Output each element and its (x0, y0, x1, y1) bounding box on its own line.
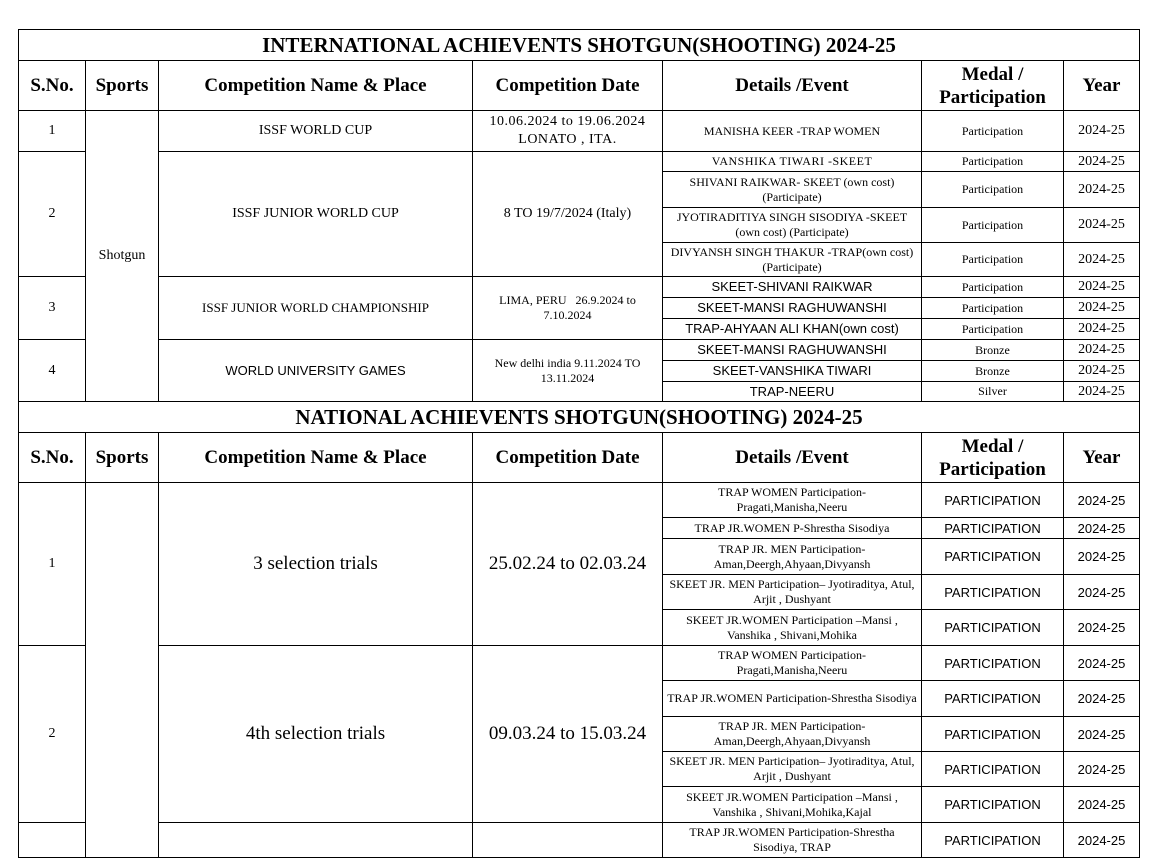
detail-cell: SKEET-VANSHIKA TIWARI (663, 361, 922, 382)
sno-cell: 1 (19, 111, 86, 152)
date-cell: 10.06.2024 to 19.06.2024 LONATO , ITA. (473, 111, 663, 152)
year-cell: 2024-25 (1064, 361, 1140, 382)
medal-cell: Participation (922, 298, 1064, 319)
medal-cell: Silver (922, 382, 1064, 402)
sno-cell: 2 (19, 646, 86, 823)
date-cell: New delhi india 9.11.2024 TO 13.11.2024 (473, 340, 663, 402)
header-sports: Sports (86, 433, 159, 483)
year-cell: 2024-25 (1064, 382, 1140, 402)
year-cell: 2024-25 (1064, 172, 1140, 208)
table-row (19, 340, 1140, 361)
detail-cell: TRAP JR. MEN Participation-Aman,Deergh,Ahyaan,Divyansh (663, 717, 922, 752)
competition-cell: ISSF JUNIOR WORLD CHAMPIONSHIP (159, 277, 473, 340)
achievements-table (18, 29, 1140, 858)
medal-cell: Participation (922, 243, 1064, 277)
year-cell: 2024-25 (1064, 483, 1140, 518)
header-year: Year (1064, 61, 1140, 111)
international-title: INTERNATIONAL ACHIEVENTS SHOTGUN(SHOOTING) 2024-25 (19, 30, 1140, 61)
header-date: Competition Date (473, 61, 663, 111)
year-cell: 2024-25 (1064, 277, 1140, 298)
detail-cell: SKEET JR. MEN Participation– Jyotiraditya, Atul, Arjit , Dushyant (663, 575, 922, 610)
medal-cell: PARTICIPATION (922, 610, 1064, 646)
sno-cell: 2 (19, 152, 86, 277)
achievements-document (18, 29, 1139, 858)
medal-cell: PARTICIPATION (922, 717, 1064, 752)
detail-cell: TRAP WOMEN Participation-Pragati,Manisha,Neeru (663, 483, 922, 518)
date-cell: LIMA, PERU 26.9.2024 to 7.10.2024 (473, 277, 663, 340)
medal-cell: Bronze (922, 340, 1064, 361)
medal-cell: Participation (922, 172, 1064, 208)
detail-cell: SKEET-MANSI RAGHUWANSHI (663, 340, 922, 361)
header-medal: Medal / Participation (922, 433, 1064, 483)
detail-cell: SKEET JR.WOMEN Participation –Mansi , Vanshika , Shivani,Mohika (663, 610, 922, 646)
medal-cell: PARTICIPATION (922, 518, 1064, 539)
header-medal: Medal / Participation (922, 61, 1064, 111)
year-cell: 2024-25 (1064, 298, 1140, 319)
table-row (19, 483, 1140, 518)
detail-cell: SKEET-SHIVANI RAIKWAR (663, 277, 922, 298)
table-row (19, 111, 1140, 152)
detail-cell: SKEET JR.WOMEN Participation –Mansi , Vanshika , Shivani,Mohika,Kajal (663, 787, 922, 823)
detail-cell: JYOTIRADITIYA SINGH SISODIYA -SKEET (own cost) (Participate) (663, 208, 922, 243)
medal-cell: PARTICIPATION (922, 823, 1064, 858)
date-cell: 25.02.24 to 02.03.24 (473, 483, 663, 646)
detail-cell: SHIVANI RAIKWAR- SKEET (own cost) (Participate) (663, 172, 922, 208)
year-cell: 2024-25 (1064, 208, 1140, 243)
international-header-row (19, 61, 1140, 111)
competition-cell: WORLD UNIVERSITY GAMES (159, 340, 473, 402)
competition-cell: ISSF JUNIOR WORLD CUP (159, 152, 473, 277)
medal-cell: Participation (922, 111, 1064, 152)
year-cell: 2024-25 (1064, 319, 1140, 340)
medal-cell: Participation (922, 277, 1064, 298)
medal-cell: Bronze (922, 361, 1064, 382)
competition-cell: 4th selection trials (159, 646, 473, 823)
detail-cell: TRAP-AHYAAN ALI KHAN(own cost) (663, 319, 922, 340)
year-cell: 2024-25 (1064, 111, 1140, 152)
table-row (19, 152, 1140, 172)
table-row (19, 823, 1140, 858)
medal-cell: Participation (922, 152, 1064, 172)
medal-cell: PARTICIPATION (922, 787, 1064, 823)
header-details: Details /Event (663, 433, 922, 483)
sport-cell (86, 483, 159, 858)
detail-cell: TRAP-NEERU (663, 382, 922, 402)
detail-cell: TRAP JR.WOMEN P-Shrestha Sisodiya (663, 518, 922, 539)
year-cell: 2024-25 (1064, 340, 1140, 361)
date-cell (473, 823, 663, 858)
header-year: Year (1064, 433, 1140, 483)
detail-cell: TRAP WOMEN Participation-Pragati,Manisha,Neeru (663, 646, 922, 681)
header-sno: S.No. (19, 433, 86, 483)
competition-cell (159, 823, 473, 858)
sno-cell (19, 823, 86, 858)
medal-cell: PARTICIPATION (922, 752, 1064, 787)
table-row (19, 277, 1140, 298)
medal-cell: Participation (922, 208, 1064, 243)
header-date: Competition Date (473, 433, 663, 483)
medal-cell: PARTICIPATION (922, 646, 1064, 681)
detail-cell: TRAP JR. MEN Participation-Aman,Deergh,Ahyaan,Divyansh (663, 539, 922, 575)
date-cell: 8 TO 19/7/2024 (Italy) (473, 152, 663, 277)
detail-cell: TRAP JR.WOMEN Participation-Shrestha Sisodiya, TRAP (663, 823, 922, 858)
year-cell: 2024-25 (1064, 152, 1140, 172)
header-competition: Competition Name & Place (159, 61, 473, 111)
header-competition: Competition Name & Place (159, 433, 473, 483)
sno-cell: 3 (19, 277, 86, 340)
detail-cell: SKEET-MANSI RAGHUWANSHI (663, 298, 922, 319)
table-row (19, 646, 1140, 681)
competition-cell: ISSF WORLD CUP (159, 111, 473, 152)
header-sports: Sports (86, 61, 159, 111)
year-cell: 2024-25 (1064, 823, 1140, 858)
medal-cell: PARTICIPATION (922, 575, 1064, 610)
year-cell: 2024-25 (1064, 610, 1140, 646)
detail-cell: DIVYANSH SINGH THAKUR -TRAP(own cost) (Participate) (663, 243, 922, 277)
year-cell: 2024-25 (1064, 539, 1140, 575)
year-cell: 2024-25 (1064, 681, 1140, 717)
medal-cell: PARTICIPATION (922, 539, 1064, 575)
year-cell: 2024-25 (1064, 518, 1140, 539)
year-cell: 2024-25 (1064, 787, 1140, 823)
detail-cell: MANISHA KEER -TRAP WOMEN (663, 111, 922, 152)
competition-cell: 3 selection trials (159, 483, 473, 646)
year-cell: 2024-25 (1064, 752, 1140, 787)
medal-cell: Participation (922, 319, 1064, 340)
date-cell: 09.03.24 to 15.03.24 (473, 646, 663, 823)
sno-cell: 1 (19, 483, 86, 646)
year-cell: 2024-25 (1064, 717, 1140, 752)
detail-cell: TRAP JR.WOMEN Participation-Shrestha Sisodiya (663, 681, 922, 717)
medal-cell: PARTICIPATION (922, 483, 1064, 518)
year-cell: 2024-25 (1064, 243, 1140, 277)
national-title: NATIONAL ACHIEVENTS SHOTGUN(SHOOTING) 2024-25 (19, 402, 1140, 433)
sport-cell: Shotgun (86, 111, 159, 402)
header-details: Details /Event (663, 61, 922, 111)
detail-cell: VANSHIKA TIWARI -SKEET (663, 152, 922, 172)
detail-cell: SKEET JR. MEN Participation– Jyotiraditya, Atul, Arjit , Dushyant (663, 752, 922, 787)
sno-cell: 4 (19, 340, 86, 402)
year-cell: 2024-25 (1064, 575, 1140, 610)
national-header-row (19, 433, 1140, 483)
medal-cell: PARTICIPATION (922, 681, 1064, 717)
year-cell: 2024-25 (1064, 646, 1140, 681)
header-sno: S.No. (19, 61, 86, 111)
